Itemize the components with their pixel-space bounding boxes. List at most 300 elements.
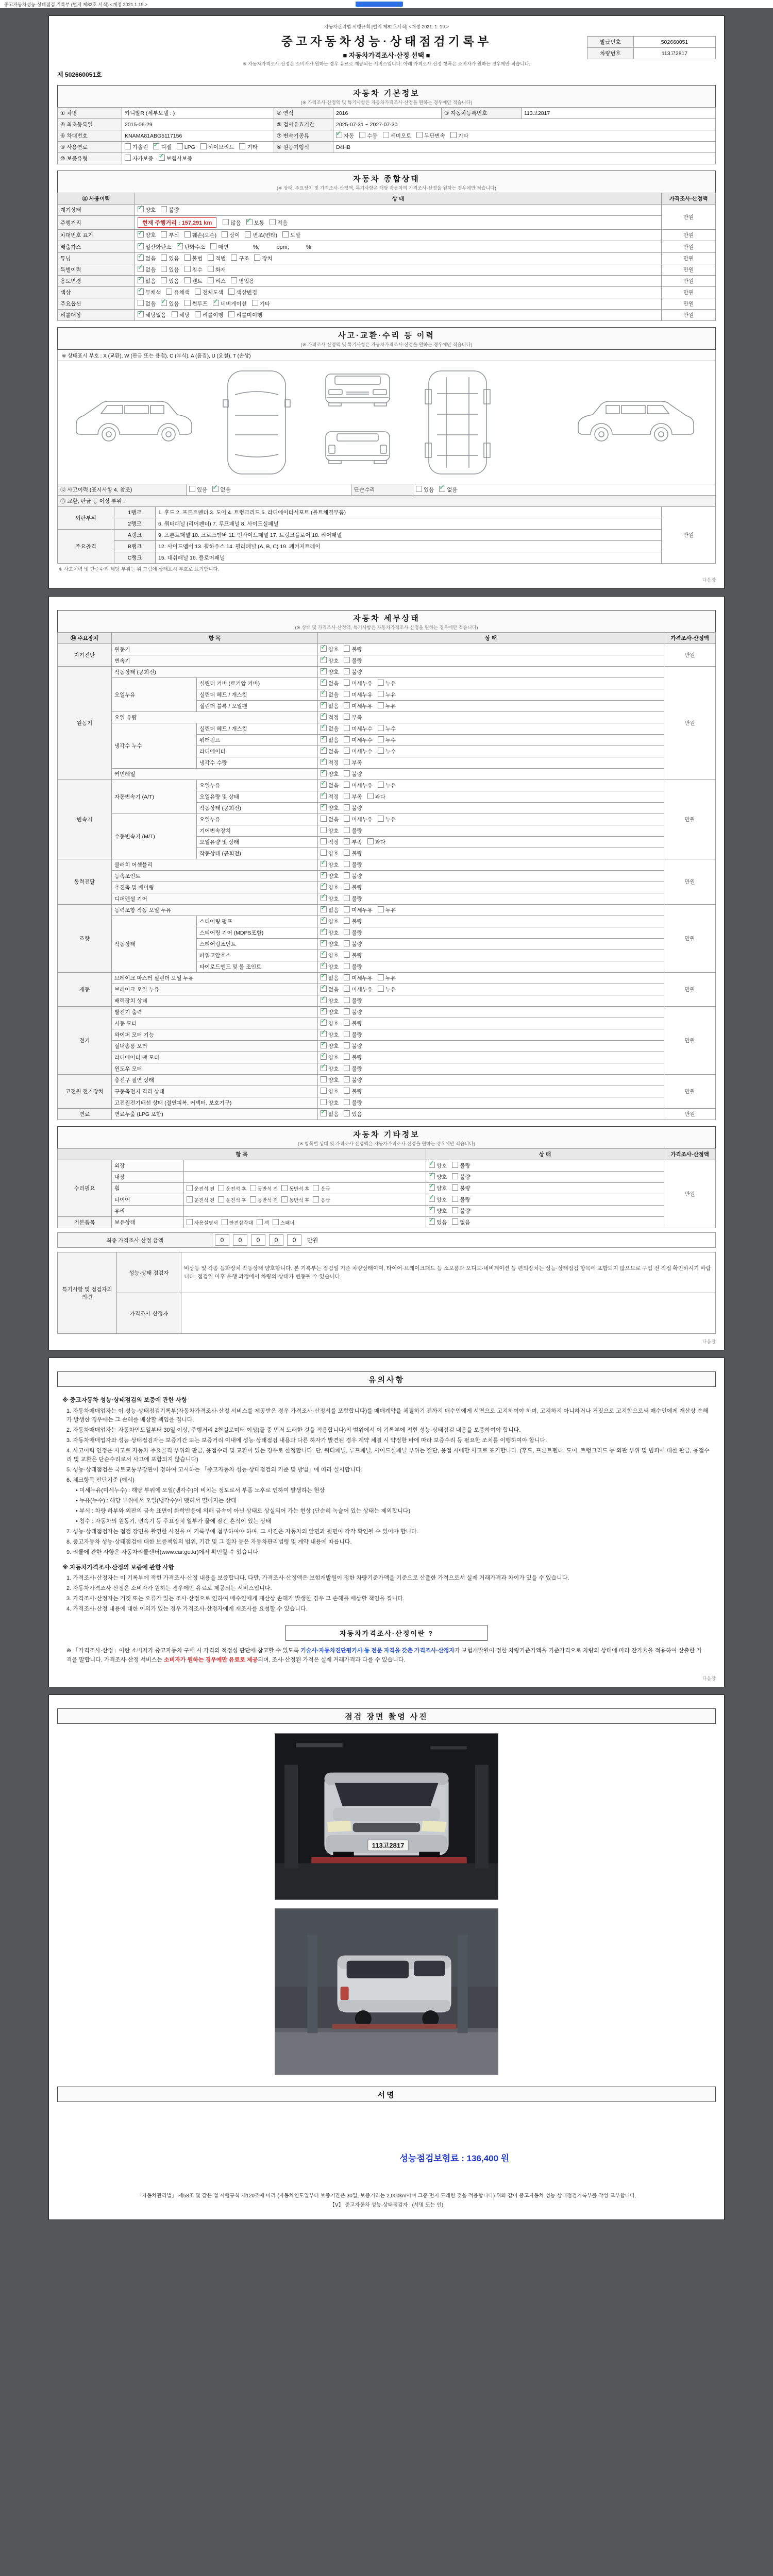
checkbox-option: 동반석 전 xyxy=(250,1196,278,1204)
checkbox-option: 기타 xyxy=(239,143,257,151)
checkbox-option: 양호 xyxy=(321,850,339,857)
checked-checkbox-icon xyxy=(138,277,144,283)
checkbox-option: 불량 xyxy=(344,1020,362,1027)
unchecked-checkbox-icon xyxy=(344,657,350,663)
checkbox-option: ✓ 없음 xyxy=(321,736,339,744)
table-row xyxy=(58,1063,716,1075)
mileage-highlight: 현재 주행거리 : 157,291 km xyxy=(138,217,216,228)
checked-checkbox-icon xyxy=(321,657,327,663)
checkbox-option: 안전삼각대 xyxy=(222,1219,253,1226)
options-cell xyxy=(318,1086,664,1097)
table-row xyxy=(58,633,716,644)
unchecked-checkbox-icon xyxy=(344,782,350,788)
options-cell xyxy=(135,216,662,230)
unchecked-checkbox-icon xyxy=(239,143,245,149)
next-page-marker: 다음장 xyxy=(702,1675,716,1681)
checkbox-option: 렌트 xyxy=(184,277,203,285)
value-cell xyxy=(212,1233,716,1248)
label-cell: 원동기 xyxy=(58,667,112,780)
unchecked-checkbox-icon xyxy=(450,132,457,138)
checkbox-option: 세미오토 xyxy=(383,132,412,140)
unchecked-checkbox-icon xyxy=(313,1196,319,1202)
unchecked-checkbox-icon xyxy=(344,691,350,697)
car-diagram-side-left xyxy=(76,401,192,441)
value-cell: 만원 xyxy=(662,264,716,276)
page-4 xyxy=(48,1694,725,2220)
label-cell: 자기진단 xyxy=(58,644,112,667)
checkbox-option: ✓ 자동 xyxy=(336,132,354,140)
table-row xyxy=(58,893,716,905)
checkbox-option: 미세누유 xyxy=(344,986,373,993)
unchecked-checkbox-icon xyxy=(125,155,131,161)
value-cell: ⑭ 주요장치 xyxy=(58,633,112,644)
options-cell xyxy=(318,1075,664,1086)
checkbox-option: 불량 xyxy=(344,1054,362,1061)
unchecked-checkbox-icon xyxy=(321,827,327,833)
value-cell: 만원 xyxy=(664,780,716,859)
checked-checkbox-icon xyxy=(321,906,327,912)
options-cell xyxy=(318,814,664,825)
value-cell: 외장 xyxy=(112,1160,184,1172)
form-reference: 자동차관리법 시행규칙 [별지 제82호서식] <개정 2021. 1. 19.> xyxy=(324,24,449,29)
table-row xyxy=(58,1172,716,1183)
value-cell: 라디에이터 팬 모터 xyxy=(112,1052,318,1063)
value-cell: 12. 사이드멤버 13. 휠하우스 14. 필러패널 (A, B, C) 19. 패키지트레이 xyxy=(156,541,662,552)
value-cell: 디퍼렌셜 기어 xyxy=(112,893,318,905)
unchecked-checkbox-icon xyxy=(378,725,384,731)
checkbox-option: ✓ 양호 xyxy=(321,804,339,812)
label-cell: 차대번호 표기 xyxy=(58,230,135,241)
table-row xyxy=(58,287,716,298)
value-cell: 항 목 xyxy=(58,1149,426,1160)
checkbox-option: 불량 xyxy=(452,1207,470,1215)
checked-checkbox-icon xyxy=(321,714,327,720)
checkbox-option: ✓ 양호 xyxy=(138,206,156,214)
unchecked-checkbox-icon xyxy=(177,143,183,149)
value-cell: 만원 xyxy=(662,276,716,287)
checkbox-option: ✓ 없음 xyxy=(321,680,339,687)
checked-checkbox-icon xyxy=(321,725,327,731)
options-cell xyxy=(318,667,664,678)
top-blue-badge[interactable] xyxy=(356,2,403,7)
signature-area xyxy=(57,2102,716,2190)
options-cell xyxy=(318,848,664,859)
checkbox-option: ✓ 없음 xyxy=(138,266,156,274)
value-cell: 가격조사·산정액 xyxy=(662,193,716,205)
checkbox-option: 동반석 후 xyxy=(281,1185,309,1192)
checkbox-option: ✓ 무채색 xyxy=(138,289,161,296)
checkbox-option: 동반석 후 xyxy=(281,1196,309,1204)
checkbox-option: ✓ 해당없음 xyxy=(138,311,166,319)
options-cell xyxy=(135,310,662,321)
checkbox-option: 많음 xyxy=(223,219,241,227)
checkbox-option: ✓ 없음 xyxy=(321,691,339,699)
checkbox-option: 불량 xyxy=(344,997,362,1005)
unchecked-checkbox-icon xyxy=(161,231,167,238)
value-cell: 클러치 어셈블리 xyxy=(112,859,318,871)
table-row xyxy=(58,780,716,791)
car-diagram-area xyxy=(57,361,716,484)
value-cell: 실린더 헤드 / 개스킷 xyxy=(197,723,318,735)
unchecked-checkbox-icon xyxy=(125,143,131,149)
value-cell: 유리 xyxy=(112,1206,184,1217)
label-cell: ⑧ 사용연료 xyxy=(58,142,122,153)
checkbox-option: 미세누유 xyxy=(344,782,373,789)
checkbox-option: 누수 xyxy=(378,725,396,733)
options-cell xyxy=(135,241,662,253)
notice-item: 4. 사고이력 인정은 사고로 자동차 주요골격 부위의 판금, 용접수리 및 교환이 있는 경우로 한정합니다. 단, 쿼터패널, 루프패널, 사이드실패널 부위는 절단, 용접 시에만 사고로 표기합니다. (후드, 프론트펜더, 도어, 트렁크리드 등 외판 부위 및 범퍼에 대한 판금, 용접수리 및 교환은 단순수리로서 사고에 포함되지 않습니다) xyxy=(66,1448,710,1463)
checkbox-option: 불량 xyxy=(344,963,362,971)
detail-status-table xyxy=(57,632,716,1120)
checkbox-option: ✓ 적정 xyxy=(321,714,339,721)
unchecked-checkbox-icon xyxy=(367,793,374,799)
checkbox-option: 양호 xyxy=(321,827,339,835)
unchecked-checkbox-icon xyxy=(344,816,350,822)
checked-checkbox-icon xyxy=(213,300,219,306)
unchecked-checkbox-icon xyxy=(228,311,234,317)
section-note: (※ 가격조사·산정액 및 특기사항은 자동차가격조사·산정을 원하는 경우에만 적습니다) xyxy=(300,342,473,347)
unchecked-checkbox-icon xyxy=(344,759,350,765)
unchecked-checkbox-icon xyxy=(344,884,350,890)
options-cell xyxy=(135,264,662,276)
unchecked-checkbox-icon xyxy=(270,219,276,225)
label-cell: ③ 자동차등록번호 xyxy=(442,108,522,119)
unchecked-checkbox-icon xyxy=(344,1042,350,1048)
value-cell: 오일누유 xyxy=(197,814,318,825)
checked-checkbox-icon xyxy=(429,1184,435,1191)
value-cell: 스티어링조인트 xyxy=(197,939,318,950)
table-row xyxy=(58,1160,716,1172)
unchecked-checkbox-icon xyxy=(344,770,350,776)
value-cell: 가격조사·산정액 xyxy=(664,1149,716,1160)
text-segment: 기술사·자동차진단평가사 등 전문 자격을 갖춘 가격조사·산정자 xyxy=(300,1647,455,1654)
amount-digit-box: 0 xyxy=(215,1234,229,1246)
options-cell xyxy=(318,882,664,893)
footer xyxy=(57,2190,716,2214)
checked-checkbox-icon xyxy=(212,486,219,492)
checkbox-option: ✓ 없음 xyxy=(138,255,156,262)
value-cell xyxy=(184,1206,426,1217)
value-cell: 원동기 xyxy=(112,644,318,655)
text-segment: ※ 「가격조사·산정」이란 소비자가 중고자동차 구매 시 가격의 적정성 판단에 참고할 수 있도록 xyxy=(66,1647,301,1654)
unchecked-checkbox-icon xyxy=(344,1110,350,1116)
checked-checkbox-icon xyxy=(138,266,144,272)
checkbox-option: 있음 xyxy=(344,1110,362,1118)
checked-checkbox-icon xyxy=(321,759,327,765)
notice-item: 2. 자동차매매업자는 자동차인도일부터 30일 이상, 주행거리 2천킬로미터 이상(둘 중 먼저 도래한 것을 적용합니다)의 범위에서 이 기록부에 적힌 성능·상태점검 내용을 보증하여야 합니다. xyxy=(66,1427,521,1433)
label-cell: 최종 가격조사·산정 금액 xyxy=(58,1233,212,1248)
table-row xyxy=(58,518,716,530)
car-diagram-top-view xyxy=(223,371,290,474)
checkbox-option: 누유 xyxy=(378,691,396,699)
value-cell: 상 태 xyxy=(318,633,664,644)
car-diagram-side-right xyxy=(578,401,694,441)
section-title: 자동차 기타정보 xyxy=(353,1130,420,1139)
checkbox-option: 영업용 xyxy=(231,277,254,285)
document-subtitle: ■ 자동차가격조사·산정 선택 ■ xyxy=(343,52,430,59)
label-cell: 동력전달 xyxy=(58,859,112,905)
checkbox-option: 불량 xyxy=(344,1031,362,1039)
unchecked-checkbox-icon xyxy=(452,1196,458,1202)
options-cell xyxy=(318,859,664,871)
value-cell: 만원 xyxy=(662,230,716,241)
unchecked-checkbox-icon xyxy=(257,1219,263,1225)
notice-item: • 누유(누수) : 해당 부위에서 오일(냉각수)이 맺혀서 떨어지는 상태 xyxy=(76,1498,237,1504)
label-cell: 조향 xyxy=(58,905,112,973)
checked-checkbox-icon xyxy=(138,289,144,295)
checkbox-option: 침수 xyxy=(184,266,203,274)
section-header-etc-info xyxy=(57,1126,716,1149)
options-cell xyxy=(318,644,664,655)
unchecked-checkbox-icon xyxy=(250,1196,256,1202)
value-cell: 냉각수 수량 xyxy=(197,757,318,769)
unchecked-checkbox-icon xyxy=(378,986,384,992)
checkbox-option: 불량 xyxy=(344,884,362,891)
checkbox-option: ✓ 양호 xyxy=(321,657,339,665)
unchecked-checkbox-icon xyxy=(187,1196,193,1202)
unchecked-checkbox-icon xyxy=(281,1196,288,1202)
unchecked-checkbox-icon xyxy=(208,255,214,261)
value-cell: 오일 유량 xyxy=(112,712,318,723)
checkbox-option: 없음 xyxy=(321,816,339,823)
options-cell xyxy=(318,757,664,769)
unchecked-checkbox-icon xyxy=(383,132,389,138)
unchecked-checkbox-icon xyxy=(218,1196,224,1202)
checkbox-option: ✓ 없음 xyxy=(321,748,339,755)
checkbox-option: ✓ 양호 xyxy=(321,872,339,880)
options-cell xyxy=(318,871,664,882)
value-cell: 만원 xyxy=(662,310,716,321)
checkbox-option: ✓ 디젤 xyxy=(153,143,171,151)
section-title: 사고·교환·수리 등 이력 xyxy=(338,331,435,340)
value-cell: 구동축전지 격리 상태 xyxy=(112,1086,318,1097)
value-cell: 타이어 xyxy=(112,1194,184,1206)
value-cell: 오일유량 및 상태 xyxy=(197,837,318,848)
table-row xyxy=(58,667,716,678)
value-cell: 스티어링 펌프 xyxy=(197,916,318,927)
unchecked-checkbox-icon xyxy=(344,714,350,720)
unchecked-checkbox-icon xyxy=(223,219,229,225)
options-cell xyxy=(318,950,664,961)
unchecked-checkbox-icon xyxy=(210,243,216,249)
unchecked-checkbox-icon xyxy=(195,289,201,295)
value-cell: 카니발R (세부모델 : ) xyxy=(122,108,274,119)
price-survey-definition-title: 자동차가격조사·산정이란 ? xyxy=(285,1625,488,1641)
options-cell xyxy=(318,780,664,791)
options-cell xyxy=(318,1007,664,1018)
checkbox-option: 리스 xyxy=(208,277,226,285)
options-cell xyxy=(318,1063,664,1075)
checkbox-option: 수동 xyxy=(359,132,377,140)
opinion-table xyxy=(57,1252,716,1334)
value-cell: 작동상태 (공회전) xyxy=(112,667,318,678)
unchecked-checkbox-icon xyxy=(344,1008,350,1014)
options-cell xyxy=(187,484,351,496)
table-row xyxy=(587,48,716,59)
table-row xyxy=(58,973,716,984)
checkbox-option: ✓ 양호 xyxy=(321,646,339,653)
checkbox-option: 운전석 전 xyxy=(187,1196,214,1204)
value-cell: 113고2817 xyxy=(522,108,716,119)
unchecked-checkbox-icon xyxy=(344,850,350,856)
value-cell: 보유상태 xyxy=(112,1217,184,1228)
unchecked-checkbox-icon xyxy=(252,300,258,306)
checkbox-option: ✓ 양호 xyxy=(321,895,339,903)
car-diagram-floor-view xyxy=(425,371,490,474)
checkbox-option: 무단변속 xyxy=(416,132,445,140)
label-cell: 주행거리 xyxy=(58,216,135,230)
options-cell xyxy=(426,1217,664,1228)
options-cell xyxy=(318,701,664,712)
checked-checkbox-icon xyxy=(429,1162,435,1168)
checkbox-option: ✓ 없음 xyxy=(138,277,156,285)
checkbox-option: ✓ 없음 xyxy=(321,986,339,993)
table-row xyxy=(58,153,716,164)
checked-checkbox-icon xyxy=(138,231,144,238)
checkbox-option: ✓ 양호 xyxy=(429,1196,447,1204)
checkbox-option: 불량 xyxy=(344,918,362,925)
checkbox-option: 스패너 xyxy=(273,1219,295,1226)
checkbox-option: 있음 xyxy=(416,486,434,494)
checkbox-option: 유채색 xyxy=(166,289,189,296)
checkbox-option: 기타 xyxy=(450,132,468,140)
checkbox-option: 있음 xyxy=(161,266,179,274)
checkbox-option: 있음 xyxy=(161,255,179,262)
table-row xyxy=(58,205,716,216)
table-row xyxy=(58,871,716,882)
unchecked-checkbox-icon xyxy=(282,231,289,238)
unchecked-checkbox-icon xyxy=(184,255,191,261)
checkbox-option: ✓ 양호 xyxy=(321,940,339,948)
value-cell: 오일누유 xyxy=(112,678,197,712)
section-title: 유의사항 xyxy=(368,1376,405,1384)
checkbox-option: 사용설명서 xyxy=(187,1219,218,1226)
unchecked-checkbox-icon xyxy=(359,132,365,138)
checkbox-option: ✓ 양호 xyxy=(321,963,339,971)
checkbox-option: 불량 xyxy=(344,872,362,880)
unchecked-checkbox-icon xyxy=(321,816,327,822)
checkbox-option: 전체도색 xyxy=(195,289,224,296)
options-cell xyxy=(318,916,664,927)
checked-checkbox-icon xyxy=(321,872,327,878)
checkbox-option: 불량 xyxy=(344,940,362,948)
options-cell xyxy=(318,712,664,723)
checkbox-option: 상이 xyxy=(222,231,240,239)
checkbox-option: ✓ 적정 xyxy=(321,793,339,801)
checked-checkbox-icon xyxy=(321,793,327,799)
options-cell xyxy=(318,825,664,837)
unchecked-checkbox-icon xyxy=(172,311,178,317)
value-cell: 브레이크 오일 누유 xyxy=(112,984,318,995)
table-row xyxy=(58,1217,716,1228)
value-cell: 만원 xyxy=(662,205,716,230)
document-number: 제 502660051호 xyxy=(57,71,102,78)
checkbox-option: ✓ 탄화수소 xyxy=(177,243,206,251)
table-row xyxy=(58,859,716,871)
checked-checkbox-icon xyxy=(321,929,327,935)
options-cell xyxy=(122,153,716,164)
checkbox-option: ✓ 적정 xyxy=(321,759,339,767)
label-cell: 배출가스 xyxy=(58,241,135,253)
value-cell: 2025-07-31 ~ 2027-07-30 xyxy=(333,119,716,130)
label-cell: 성능·상태 점검자 xyxy=(117,1252,181,1293)
label-cell: 용도변경 xyxy=(58,276,135,287)
checkbox-option: 불량 xyxy=(344,804,362,812)
unchecked-checkbox-icon xyxy=(138,300,144,306)
unchecked-checkbox-icon xyxy=(344,1065,350,1071)
value-cell: 상 태 xyxy=(426,1149,664,1160)
car-diagram-front-view xyxy=(326,374,390,406)
value-cell xyxy=(181,1293,716,1334)
checkbox-option: 불량 xyxy=(344,929,362,937)
unchecked-checkbox-icon xyxy=(228,289,234,295)
value-cell: 502660051 xyxy=(634,37,716,48)
checked-checkbox-icon xyxy=(321,680,327,686)
checkbox-option: ✓ 양호 xyxy=(429,1173,447,1181)
checked-checkbox-icon xyxy=(429,1196,435,1202)
checked-checkbox-icon xyxy=(321,782,327,788)
inspection-photos xyxy=(57,1724,716,2080)
checkbox-option: 부족 xyxy=(344,759,362,767)
unchecked-checkbox-icon xyxy=(200,143,207,149)
options-cell xyxy=(135,230,662,241)
section-header-photos xyxy=(57,1708,716,1724)
unchecked-checkbox-icon xyxy=(321,838,327,844)
page-1 xyxy=(48,15,725,589)
label-cell: 주요옵션 xyxy=(58,298,135,310)
checkbox-option: 불량 xyxy=(452,1184,470,1192)
unchecked-checkbox-icon xyxy=(344,895,350,901)
table-row xyxy=(58,678,716,689)
options-cell xyxy=(318,927,664,939)
checked-checkbox-icon xyxy=(321,702,327,708)
unchecked-checkbox-icon xyxy=(344,1031,350,1037)
notice-item: 3. 자동차매매업자와 성능·상태점검자는 보증기간 또는 보증거리 이내에 성능·상태점검 내용과 다른 하자가 발견된 경우 계약 체결 시 약정한 바에 따라 보증수리 등 필요한 조치를 이행하여야 합니다. xyxy=(66,1437,547,1444)
checkbox-option: ✓ 없음 xyxy=(321,782,339,789)
checkbox-option: 자가보증 xyxy=(125,155,154,162)
notice-item: ※ 자동차가격조사·산정의 보증에 관한 사항 xyxy=(62,1564,174,1571)
value-cell: 만원 xyxy=(662,241,716,253)
checked-checkbox-icon xyxy=(321,986,327,992)
value-cell: 오일누유 xyxy=(197,780,318,791)
value-cell: 만원 xyxy=(662,507,716,564)
options-cell xyxy=(318,678,664,689)
checkbox-option: 적법 xyxy=(208,255,226,262)
checkbox-option: 운전석 후 xyxy=(218,1196,246,1204)
unchecked-checkbox-icon xyxy=(416,132,423,138)
value-cell: 실내송풍 모터 xyxy=(112,1041,318,1052)
unchecked-checkbox-icon xyxy=(344,827,350,833)
checkbox-option: 리콜이행 xyxy=(195,311,224,319)
table-row xyxy=(58,1109,716,1120)
unchecked-checkbox-icon xyxy=(452,1218,458,1225)
checked-checkbox-icon xyxy=(321,770,327,776)
unchecked-checkbox-icon xyxy=(378,816,384,822)
label-cell: ⑨ 원동기형식 xyxy=(274,142,333,153)
checkbox-option: ✓ 양호 xyxy=(138,231,156,239)
table-row xyxy=(58,712,716,723)
checkbox-option: 불량 xyxy=(344,668,362,676)
unchecked-checkbox-icon xyxy=(344,702,350,708)
value-cell: 기어변속장치 xyxy=(197,825,318,837)
checkbox-option: ✓ 양호 xyxy=(321,1008,339,1016)
section-title: 자동차 종합상태 xyxy=(353,175,420,183)
unchecked-checkbox-icon xyxy=(344,838,350,844)
label-cell: 변속기 xyxy=(58,780,112,859)
value-cell: 만원 xyxy=(664,667,716,780)
footer-inspector-line: 【V】 중고자동차 성능·상태점검자 : (서명 또는 인) xyxy=(329,2202,444,2208)
options-cell xyxy=(426,1183,664,1194)
